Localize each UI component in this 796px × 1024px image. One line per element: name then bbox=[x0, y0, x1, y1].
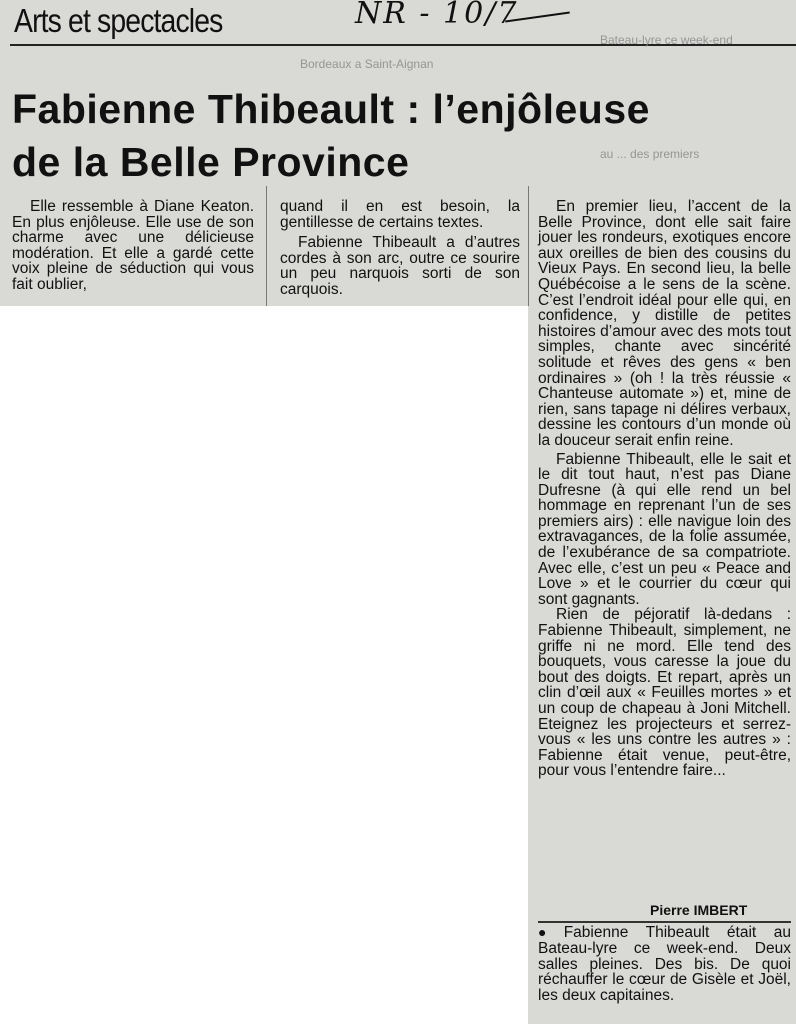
handwritten-annotation: NR - 10/7 bbox=[355, 0, 519, 31]
paragraph: Rien de péjoratif là-dedans : Fabienne Thibeault, simplement, ne griffe ni ne mord. Elle tend des bouquets, vous caresse la joue du bout des doigts. Et repart, après un clin d’œil aux « Feuilles mortes » et un coup de chapeau à Joni Mitchell. Eteignez les projecteurs et serrez-vous « les uns contre les autres » : Fabienne était venue, peut-être, pour vous l’entendre faire... bbox=[538, 606, 791, 780]
bullet-icon: ● bbox=[538, 924, 560, 940]
article-column-2 bbox=[280, 199, 520, 298]
paragraph: En premier lieu, l’accent de la Belle Province, dont elle sait faire jouer les rondeurs, exotiques encore aux oreilles de bien des cousins du Vieux Pays. En second lieu, la belle Québécoise a le sens de la scène. C’est l’endroit idéal pour elle qui, en confidence, y distille de petites histoires d’amour avec des mots tout simples, chante avec sincérité solitude et rêves des gens « ben ordinaires » (oh ! la très réussie « Chanteuse automate ») et, mine de rien, sans tapage ni délires verbaux, dessine les contours d’un monde où la douceur serait enfin reine. bbox=[538, 198, 791, 449]
byline: Pierre IMBERT bbox=[650, 902, 748, 918]
paragraph: Fabienne Thibeault a d’autres cordes à son arc, outre ce sourire un peu narquois sorti de son carquois. bbox=[280, 234, 520, 298]
note-text: Fabienne Thibeault était au Bateau-lyre ce week-end. Deux salles pleines. Des bis. De quoi réchauffer le cœur de Gisèle et Joël, les deux capitaines. bbox=[538, 924, 791, 1005]
bleed-through-text: Bordeaux a Saint-Aignan bbox=[300, 57, 434, 71]
bleed-through-text: Bateau-lyre ce week-end bbox=[600, 33, 733, 47]
headline-line-2: de la Belle Province bbox=[12, 139, 410, 185]
column-divider bbox=[266, 186, 267, 306]
headline-line-1: Fabienne Thibeault : l’enjôleuse bbox=[12, 86, 650, 132]
note-divider bbox=[538, 921, 791, 923]
article-column-3 bbox=[538, 199, 791, 779]
article-column-1 bbox=[12, 199, 254, 293]
paragraph: Fabienne Thibeault, elle le sait et le dit tout haut, n’est pas Diane Dufresne (à qui elle rend un bel hommage en reprenant l’un de ses premiers airs) : elle navigue loin des extravagances, de la folie assumée, de l’exubérance de sa compatriote. Avec elle, c’est un peu « Peace and Love » et le courrier du cœur qui sont gagnants. bbox=[538, 450, 791, 608]
paragraph: quand il en est besoin, la gentillesse de certains textes. bbox=[280, 198, 520, 231]
column-divider bbox=[528, 186, 529, 306]
bleed-through-text: au ... des premiers bbox=[600, 147, 700, 161]
paragraph: Elle ressemble à Diane Keaton. En plus enjôleuse. Elle use de son charme avec une délicieuse modération. Et elle a gardé cette voix pleine de séduction qui vous fait oublier, bbox=[12, 198, 254, 293]
section-header: Arts et spectacles bbox=[14, 2, 223, 39]
event-note bbox=[538, 925, 791, 1004]
